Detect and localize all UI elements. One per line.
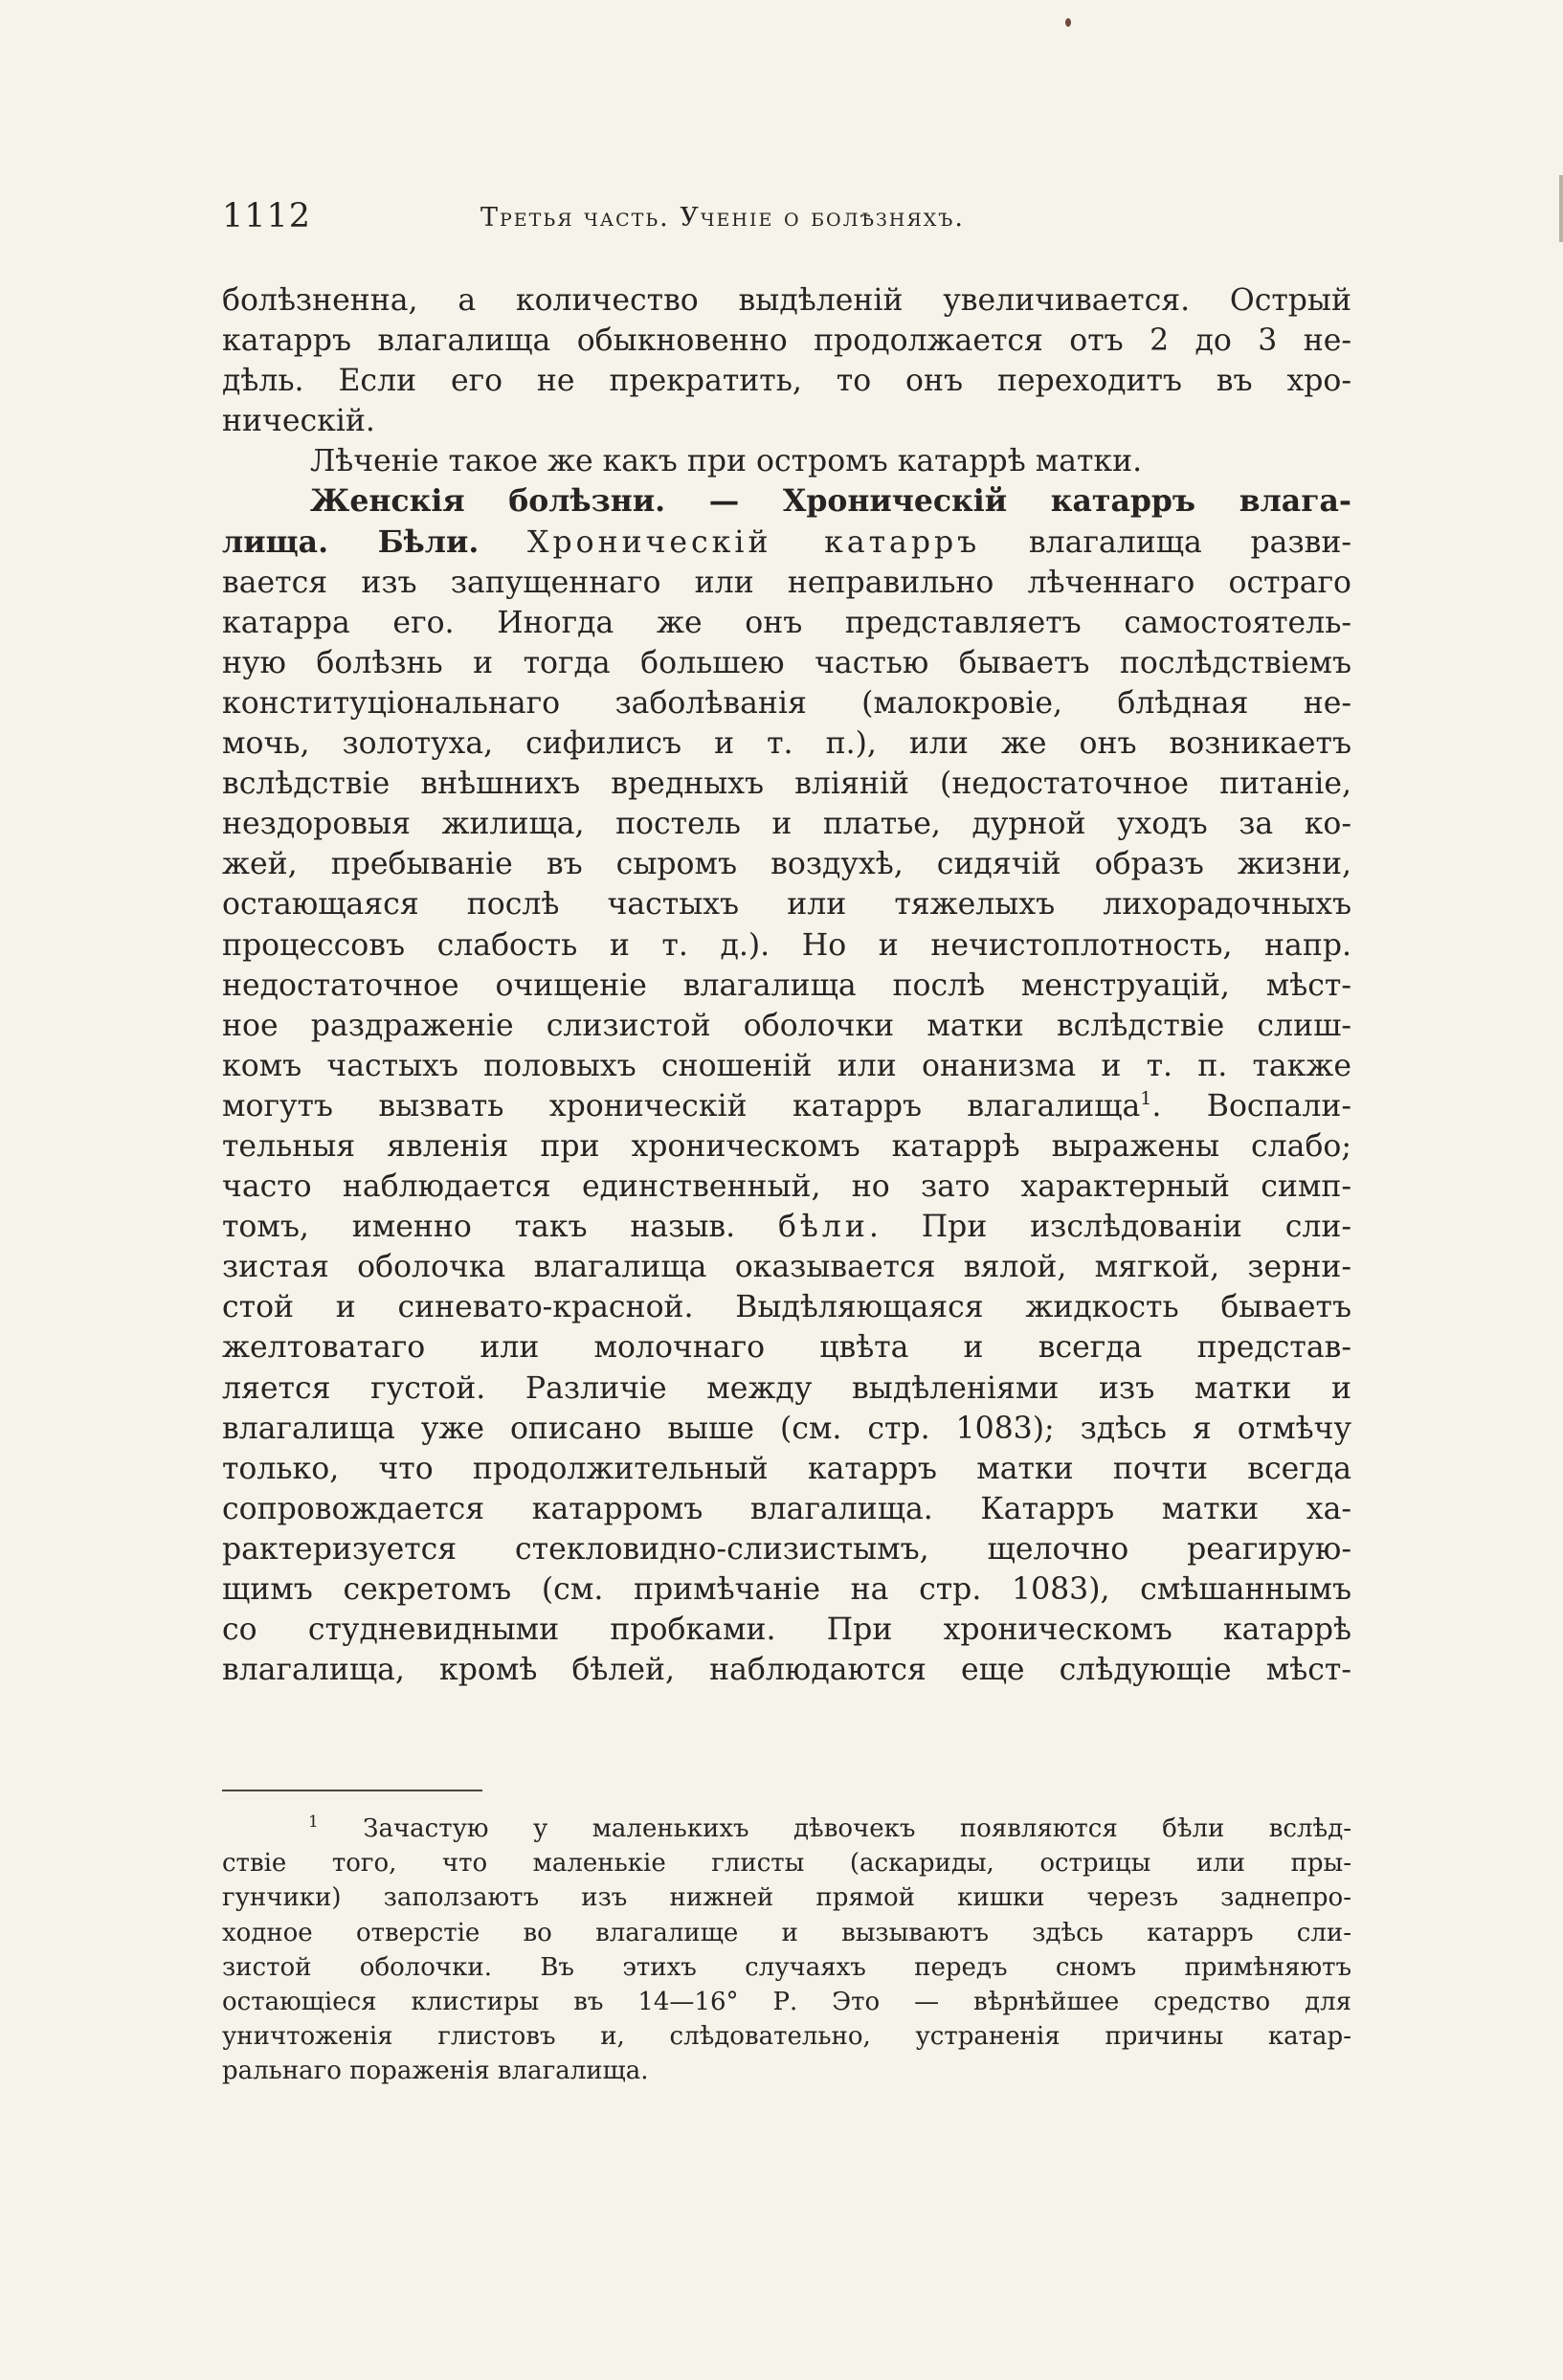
text-fragment: . При изслѣдованіи сли- [868, 1210, 1351, 1245]
text-line: ную болѣзнь и тогда большею частью бываетъ послѣдствіемъ [222, 645, 1351, 680]
text-line: сопровождается катарромъ влагалища. Катарръ матки ха- [222, 1491, 1351, 1526]
text-line: дѣль. Если его не прекратить, то онъ переходитъ въ хро- [222, 364, 1351, 399]
text-fragment: . Воспали- [1151, 1088, 1351, 1123]
main-text [222, 280, 1351, 1690]
text-line: Лѣченіе такое же какъ при остромъ катаррѣ матки. [310, 444, 1143, 479]
text-line: рактеризуется стекловидно-слизистымъ, щелочно реагирую- [222, 1531, 1351, 1567]
footnote-marker: 1 [308, 1813, 319, 1832]
text-line [222, 523, 1351, 563]
running-head-part: Третья часть. [480, 203, 670, 233]
footnote-line: ствіе того, что маленькіе глисты (аскариды, острицы или пры- [222, 1849, 1351, 1879]
text-fragment: влагалища разви- [980, 524, 1352, 560]
text-line: катарръ влагалища обыкновенно продолжается отъ 2 до 3 не- [222, 323, 1351, 359]
text-line: процессовъ слабость и т. д.). Но и нечистоплотность, напр. [222, 927, 1351, 963]
ink-spot [1065, 18, 1071, 27]
text-line: нездоровыя жилища, постель и платье, дурной уходъ за ко- [222, 807, 1351, 842]
text-fragment: томъ, именно такъ назыв. [222, 1210, 778, 1245]
footnote-separator [222, 1790, 482, 1791]
footnote-line [222, 1812, 1351, 1846]
text-line: щимъ секретомъ (см. примѣчаніе на стр. 1083), смѣшаннымъ [222, 1572, 1351, 1607]
footnote-line: зистой оболочки. Въ этихъ случаяхъ передъ сномъ примѣняютъ [222, 1952, 1351, 1982]
text-fragment: Зачастую у маленькихъ дѣвочекъ появляются бѣли вслѣд- [363, 1814, 1351, 1843]
text-line [222, 1086, 1351, 1126]
text-line: ляется густой. Различіе между выдѣленіями изъ матки и [222, 1370, 1351, 1406]
text-line: жей, пребываніе въ сыромъ воздухѣ, сидячій образъ жизни, [222, 847, 1351, 882]
footnote [222, 1812, 1351, 2089]
text-line: болѣзненна, а количество выдѣленій увеличивается. Острый [222, 283, 1351, 318]
running-head-title: Ученіе о болѣзняхъ. [680, 203, 965, 233]
page-edge-shadow [1559, 175, 1563, 242]
running-head [480, 203, 965, 233]
text-line: влагалища, кромѣ бѣлей, наблюдаются еще слѣдующіе мѣст- [222, 1653, 1351, 1688]
emphasized-term: бѣли [777, 1210, 869, 1245]
text-line: остающаяся послѣ частыхъ или тяжелыхъ лихорадочныхъ [222, 887, 1351, 923]
text-line: ническій. [222, 404, 375, 439]
text-line: со студневидными пробками. При хроническомъ катаррѣ [222, 1613, 1351, 1648]
footnote-line: ральнаго пораженія влагалища. [222, 2057, 649, 2086]
footnote-line: гунчики) заползаютъ изъ нижней прямой кишки черезъ заднепро- [222, 1883, 1351, 1913]
text-line: вается изъ запущеннаго или неправильно лѣченнаго остраго [222, 565, 1351, 600]
footnote-line: остающіеся клистиры въ 14—16° Р. Это — вѣрнѣйшее средство для [222, 1988, 1351, 2017]
text-line: ное раздраженіе слизистой оболочки матки вслѣдствіе слиш- [222, 1008, 1351, 1043]
section-heading: Женскія болѣзни. — Хроническій катарръ влага- [310, 483, 1351, 520]
text-line: конституціональнаго заболѣванія (малокровіе, блѣдная не- [222, 685, 1351, 721]
emphasized-term: Хроническій катарръ [527, 524, 981, 560]
text-fragment: могутъ вызвать хроническій катарръ влагалища [222, 1088, 1141, 1123]
footnote-reference: 1 [1140, 1087, 1152, 1109]
footnote-line: уничтоженія глистовъ и, слѣдовательно, устраненія причины катар- [222, 2022, 1351, 2052]
page-header [222, 197, 1351, 251]
text-line: только, что продолжительный катарръ матки почти всегда [222, 1451, 1351, 1486]
text-line: мочь, золотуха, сифилисъ и т. п.), или же онъ возникаетъ [222, 726, 1351, 762]
text-line [222, 1207, 1351, 1247]
text-line: часто наблюдается единственный, но зато характерный симп- [222, 1169, 1351, 1205]
text-line: влагалища уже описано выше (см. стр. 1083); здѣсь я отмѣчу [222, 1411, 1351, 1446]
text-line: вслѣдствіе внѣшнихъ вредныхъ вліяній (недостаточное питаніе, [222, 767, 1351, 802]
text-line: катарра его. Иногда же онъ представляетъ самостоятель- [222, 605, 1351, 640]
text-line: зистая оболочка влагалища оказывается вялой, мягкой, зерни- [222, 1250, 1351, 1285]
section-heading-continued: лища. Бѣли. [222, 523, 480, 560]
text-line: желтоватаго или молочнаго цвѣта и всегда представ- [222, 1330, 1351, 1366]
text-line: стой и синевато-красной. Выдѣляющаяся жидкость бываетъ [222, 1290, 1351, 1325]
text-line: комъ частыхъ половыхъ сношеній или онанизма и т. п. также [222, 1048, 1351, 1083]
page-number: 1112 [222, 197, 312, 235]
text-line: недостаточное очищеніе влагалища послѣ менструацій, мѣст- [222, 968, 1351, 1003]
text-line: тельныя явленія при хроническомъ катаррѣ выражены слабо; [222, 1128, 1351, 1164]
footnote-line: ходное отверстіе во влагалище и вызываютъ здѣсь катарръ сли- [222, 1918, 1351, 1947]
